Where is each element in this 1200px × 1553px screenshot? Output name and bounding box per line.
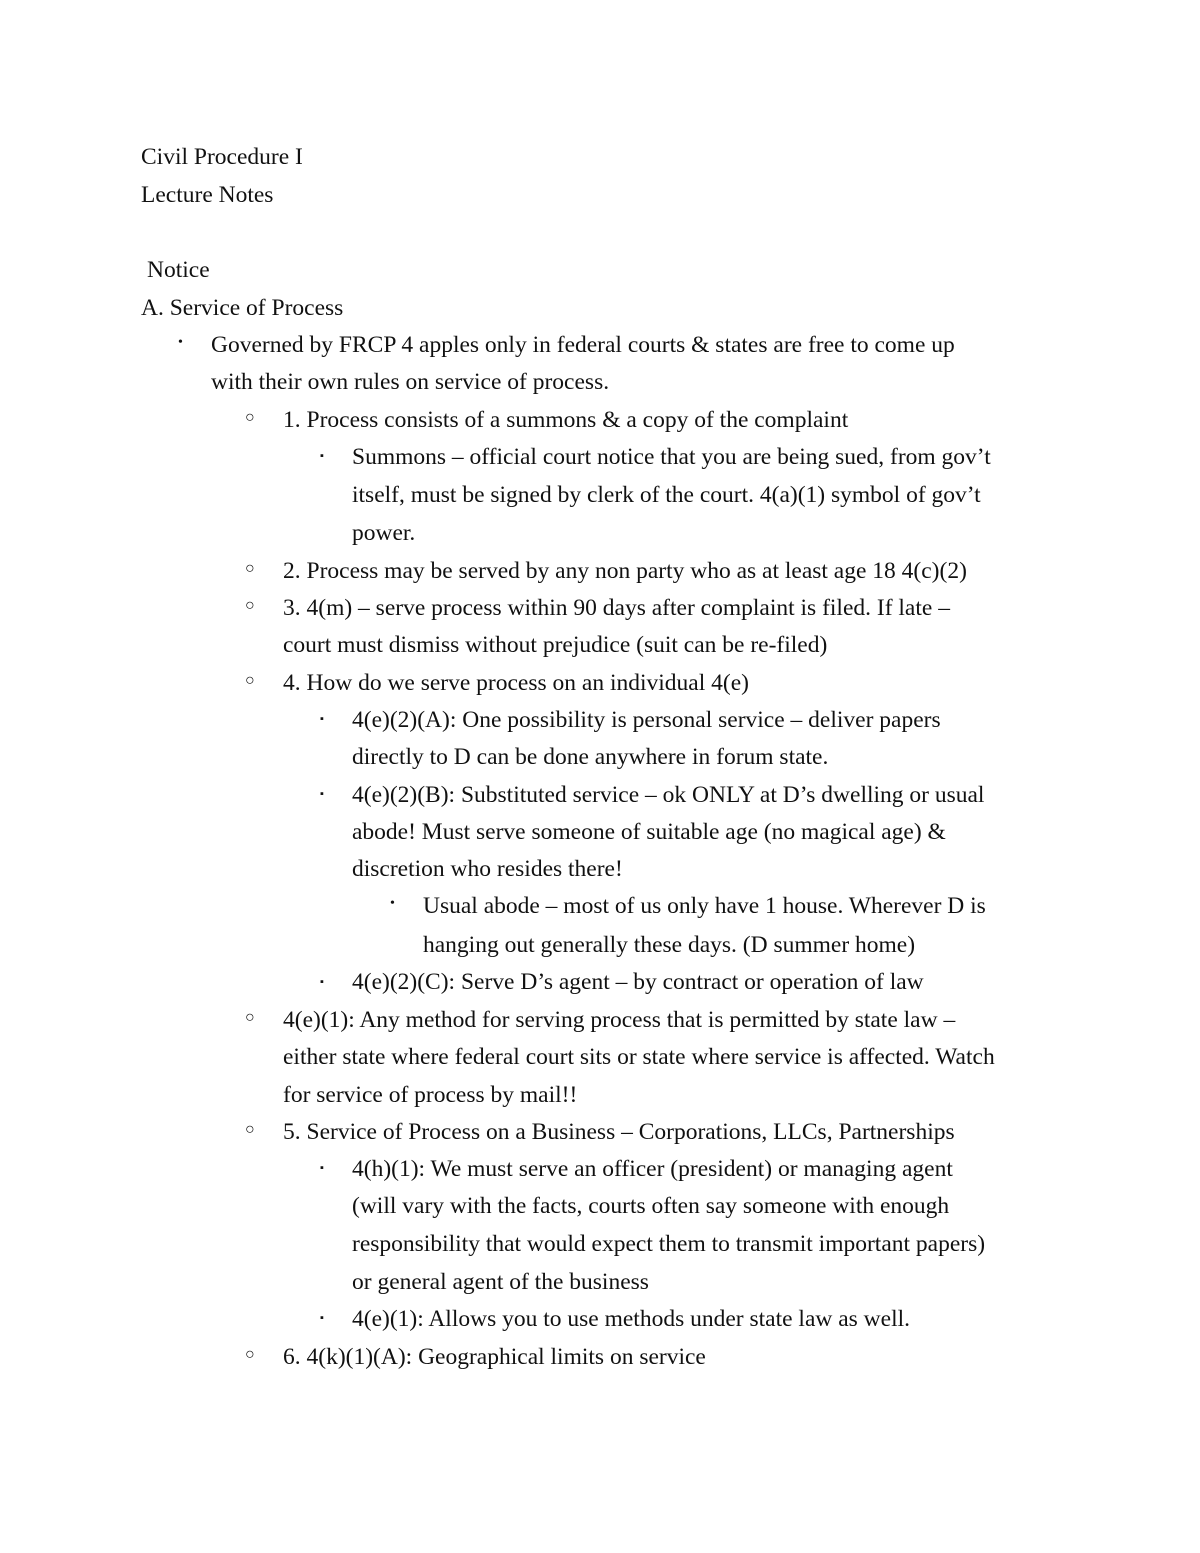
note-line: for service of process by mail!!: [283, 1082, 578, 1108]
note-line: 4(e)(1): Allows you to use methods under state law as well.: [352, 1306, 911, 1332]
square-bullet-marker: ▪: [320, 1312, 324, 1324]
note-line: either state where federal court sits or state where service is affected. Watch: [283, 1044, 995, 1070]
note-line: discretion who resides there!: [352, 856, 623, 882]
note-line: court must dismiss without prejudice (suit can be re-filed): [283, 632, 828, 658]
circle-bullet-marker: ○: [245, 1009, 255, 1026]
disc-bullet-marker: •: [178, 335, 183, 350]
note-line: Summons – official court notice that you are being sued, from gov’t: [352, 444, 991, 470]
square-bullet-marker: ▪: [320, 976, 324, 988]
note-line: 4. How do we serve process on an individual 4(e): [283, 670, 749, 696]
note-line: 2. Process may be served by any non party who as at least age 18 4(c)(2): [283, 558, 967, 584]
square-bullet-marker: ▪: [320, 450, 324, 462]
circle-bullet-marker: ○: [245, 1346, 255, 1363]
note-line: directly to D can be done anywhere in forum state.: [352, 744, 829, 770]
circle-bullet-marker: ○: [245, 409, 255, 426]
note-line: 1. Process consists of a summons & a copy of the complaint: [283, 407, 849, 433]
circle-bullet-marker: ○: [245, 1121, 255, 1138]
square-bullet-marker: ▪: [320, 713, 324, 725]
square-bullet-marker: ▪: [320, 1162, 324, 1174]
note-line: 4(e)(1): Any method for serving process that is permitted by state law –: [283, 1007, 956, 1033]
note-line: Usual abode – most of us only have 1 house. Wherever D is: [423, 893, 986, 919]
square-bullet-marker: ▪: [320, 788, 324, 800]
disc-bullet-marker: •: [390, 896, 395, 911]
note-line: 6. 4(k)(1)(A): Geographical limits on service: [283, 1344, 706, 1370]
note-line: power.: [352, 520, 416, 546]
note-line: 3. 4(m) – serve process within 90 days after complaint is filed. If late –: [283, 595, 950, 621]
note-line: Governed by FRCP 4 apples only in federal courts & states are free to come up: [211, 332, 955, 358]
doc-subtitle: Lecture Notes: [141, 182, 274, 208]
subsection-heading: A. Service of Process: [141, 295, 344, 321]
note-line: or general agent of the business: [352, 1269, 649, 1295]
note-line: itself, must be signed by clerk of the court. 4(a)(1) symbol of gov’t: [352, 482, 981, 508]
doc-title: Civil Procedure I: [141, 144, 303, 170]
section-heading: Notice: [147, 257, 210, 283]
circle-bullet-marker: ○: [245, 597, 255, 614]
note-line: (will vary with the facts, courts often say someone with enough: [352, 1193, 950, 1219]
note-line: abode! Must serve someone of suitable age (no magical age) &: [352, 819, 946, 845]
circle-bullet-marker: ○: [245, 560, 255, 577]
note-line: hanging out generally these days. (D summer home): [423, 932, 916, 958]
note-line: 5. Service of Process on a Business – Corporations, LLCs, Partnerships: [283, 1119, 955, 1145]
note-line: with their own rules on service of process.: [211, 369, 610, 395]
note-line: 4(h)(1): We must serve an officer (president) or managing agent: [352, 1156, 953, 1182]
note-line: 4(e)(2)(A): One possibility is personal service – deliver papers: [352, 707, 941, 733]
note-line: responsibility that would expect them to transmit important papers): [352, 1231, 986, 1257]
note-line: 4(e)(2)(C): Serve D’s agent – by contract or operation of law: [352, 969, 924, 995]
circle-bullet-marker: ○: [245, 672, 255, 689]
note-line: 4(e)(2)(B): Substituted service – ok ONLY at D’s dwelling or usual: [352, 782, 985, 808]
